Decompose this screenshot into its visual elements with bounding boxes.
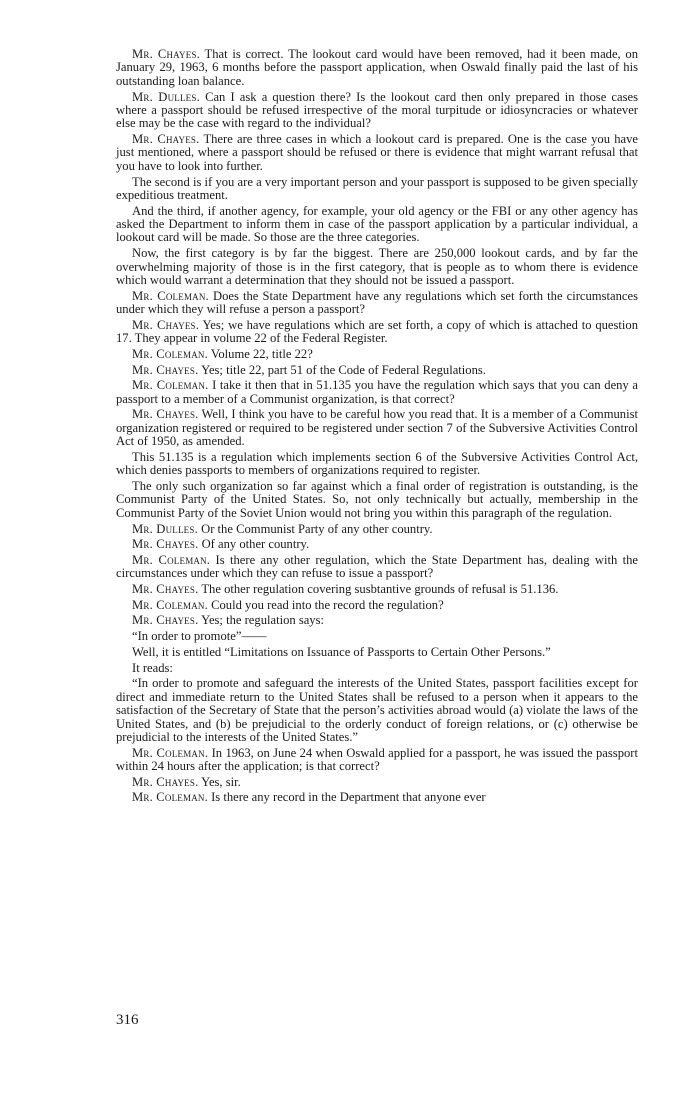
speaker-name: Mr. Chayes. — [132, 613, 199, 628]
paragraph-18 — [116, 599, 638, 612]
paragraph-text: Could you read into the record the regulation? — [211, 597, 444, 612]
speaker-name: Mr. Coleman. — [132, 552, 211, 567]
paragraph-text: Yes; title 22, part 51 of the Code of Federal Regulations. — [201, 362, 486, 377]
speaker-name: Mr. Coleman. — [132, 745, 209, 760]
speaker-name: Mr. Chayes. — [132, 407, 199, 422]
speaker-name: Mr. Chayes. — [132, 582, 199, 597]
speaker-name: Mr. Chayes. — [132, 537, 199, 552]
paragraph-text: I take it then that in 51.135 you have the regulation which says that you can deny a passport to a member of a Communist organization, is that correct? — [116, 378, 638, 406]
paragraph-10 — [116, 379, 638, 406]
paragraph-9 — [116, 364, 638, 377]
paragraph-text: In 1963, on June 24 when Oswald applied for a passport, he was issued the passport within 24 hours after the application; is that correct? — [116, 745, 638, 774]
speaker-name: Mr. Chayes. — [132, 47, 201, 61]
paragraph-23 — [116, 677, 638, 744]
speaker-name: Mr. Chayes. — [132, 317, 200, 332]
speaker-name: Mr. Coleman. — [132, 790, 208, 805]
paragraph-26 — [116, 791, 638, 804]
paragraph-16 — [116, 554, 638, 581]
paragraph-17 — [116, 583, 638, 596]
speaker-name: Mr. Coleman. — [132, 597, 208, 612]
paragraph-text: “In order to promote”—— — [132, 629, 267, 644]
paragraph-text: The second is if you are a very important person and your passport is supposed to be given specially expeditious treatment. — [116, 174, 638, 202]
paragraph-text: Is there any record in the Department that anyone ever — [211, 790, 486, 805]
paragraph-13 — [116, 480, 638, 520]
paragraph-25 — [116, 776, 638, 789]
paragraph-12 — [116, 451, 638, 478]
paragraph-22 — [116, 662, 638, 675]
paragraph-6 — [116, 290, 638, 317]
transcript-body — [116, 48, 638, 807]
paragraph-14 — [116, 523, 638, 536]
paragraph-text: Well, it is entitled “Limitations on Issuance of Passports to Certain Other Persons.” — [132, 644, 551, 659]
paragraph-7 — [116, 319, 638, 346]
speaker-name: Mr. Dulles. — [132, 521, 198, 536]
speaker-name: Mr. Dulles. — [132, 89, 200, 104]
paragraph-text: The other regulation covering susbtantive grounds of refusal is 51.136. — [201, 582, 559, 597]
paragraph-text: Yes, sir. — [201, 774, 241, 789]
paragraph-text: There are three cases in which a lookout card is prepared. One is the case you have just mentioned, where a passport should be refused or there is evidence that might warrant refusal that you have to look into further. — [116, 132, 638, 173]
paragraph-text: Now, the first category is by far the biggest. There are 250,000 lookout cards, and by far the overwhelming majority of those is in the first category, that is people as to whom there is evidence which would warrant a determination that they should not be issued a passport. — [116, 246, 638, 287]
paragraph-0 — [116, 48, 638, 88]
paragraph-text: It reads: — [132, 660, 173, 675]
paragraph-text: Can I ask a question there? Is the lookout card then only prepared in those cases where a passport should be refused irrespective of the moral turpitude or idiosyncracies or whatever else may be the case with regard to the individual? — [116, 89, 638, 131]
paragraph-2 — [116, 133, 638, 173]
speaker-name: Mr. Coleman. — [132, 288, 209, 303]
paragraph-15 — [116, 538, 638, 551]
paragraph-11 — [116, 408, 638, 448]
paragraph-text: Does the State Department have any regulations which set forth the circumstances under which they will refuse a person a passport? — [116, 288, 638, 317]
paragraph-text: “In order to promote and safeguard the interests of the United States, passport facilities except for direct and immediate return to the United States shall be refused to a person when it appears to the satisfaction of the Secretary of State that the person’s activities abroad would (a) violate the laws of the United States, and (b) be prejudicial to the orderly conduct of foreign relations, or (c) otherwise be prejudicial to the interests of the United States.” — [116, 676, 638, 744]
paragraph-text: Yes; the regulation says: — [201, 613, 325, 628]
paragraph-21 — [116, 646, 638, 659]
paragraph-4 — [116, 205, 638, 245]
paragraph-text: This 51.135 is a regulation which implements section 6 of the Subversive Activities Control Act, which denies passports to members of organizations required to register. — [116, 449, 638, 478]
paragraph-text: Is there any other regulation, which the State Department has, dealing with the circumstances under which they can refuse to issue a passport? — [116, 552, 638, 581]
page-number: 316 — [116, 1012, 139, 1028]
paragraph-text: And the third, if another agency, for example, your old agency or the FBI or any other agency has asked the Department to inform them in case of the passport application by a particular individual, a lookout card will be made. So those are the three categories. — [116, 203, 638, 245]
paragraph-text: The only such organization so far against which a final order of registration is outstanding, is the Communist Party of the United States. So, not only technically but actually, membership in the Communist Party of the Soviet Union would not bring you within this paragraph of the regulation. — [116, 479, 638, 520]
paragraph-24 — [116, 747, 638, 774]
paragraph-text: Of any other country. — [201, 537, 310, 552]
paragraph-text: Volume 22, title 22? — [210, 346, 313, 361]
speaker-name: Mr. Chayes. — [132, 132, 200, 147]
paragraph-19 — [116, 614, 638, 627]
paragraph-text: Yes; we have regulations which are set forth, a copy of which is attached to question 17. They appear in volume 22 of the Federal Register. — [116, 317, 638, 346]
paragraph-text: Or the Communist Party of any other country. — [201, 521, 433, 536]
speaker-name: Mr. Coleman. — [132, 378, 209, 393]
speaker-name: Mr. Coleman. — [132, 346, 208, 361]
paragraph-5 — [116, 247, 638, 287]
paragraph-text: Well, I think you have to be careful how you read that. It is a member of a Communist organization registered or required to be registered under section 7 of the Subversive Activities Control Act of 1950, as amended. — [116, 407, 639, 449]
paragraph-3 — [116, 176, 638, 203]
paragraph-8 — [116, 348, 638, 361]
paragraph-1 — [116, 91, 638, 131]
speaker-name: Mr. Chayes. — [132, 362, 199, 377]
speaker-name: Mr. Chayes. — [132, 774, 199, 789]
paragraph-20 — [116, 630, 638, 643]
paragraph-text: That is correct. The lookout card would have been removed, had it been made, on January 29, 1963, 6 months before the passport application, when Oswald finally paid the last of his outstanding loan balance. — [116, 47, 639, 88]
